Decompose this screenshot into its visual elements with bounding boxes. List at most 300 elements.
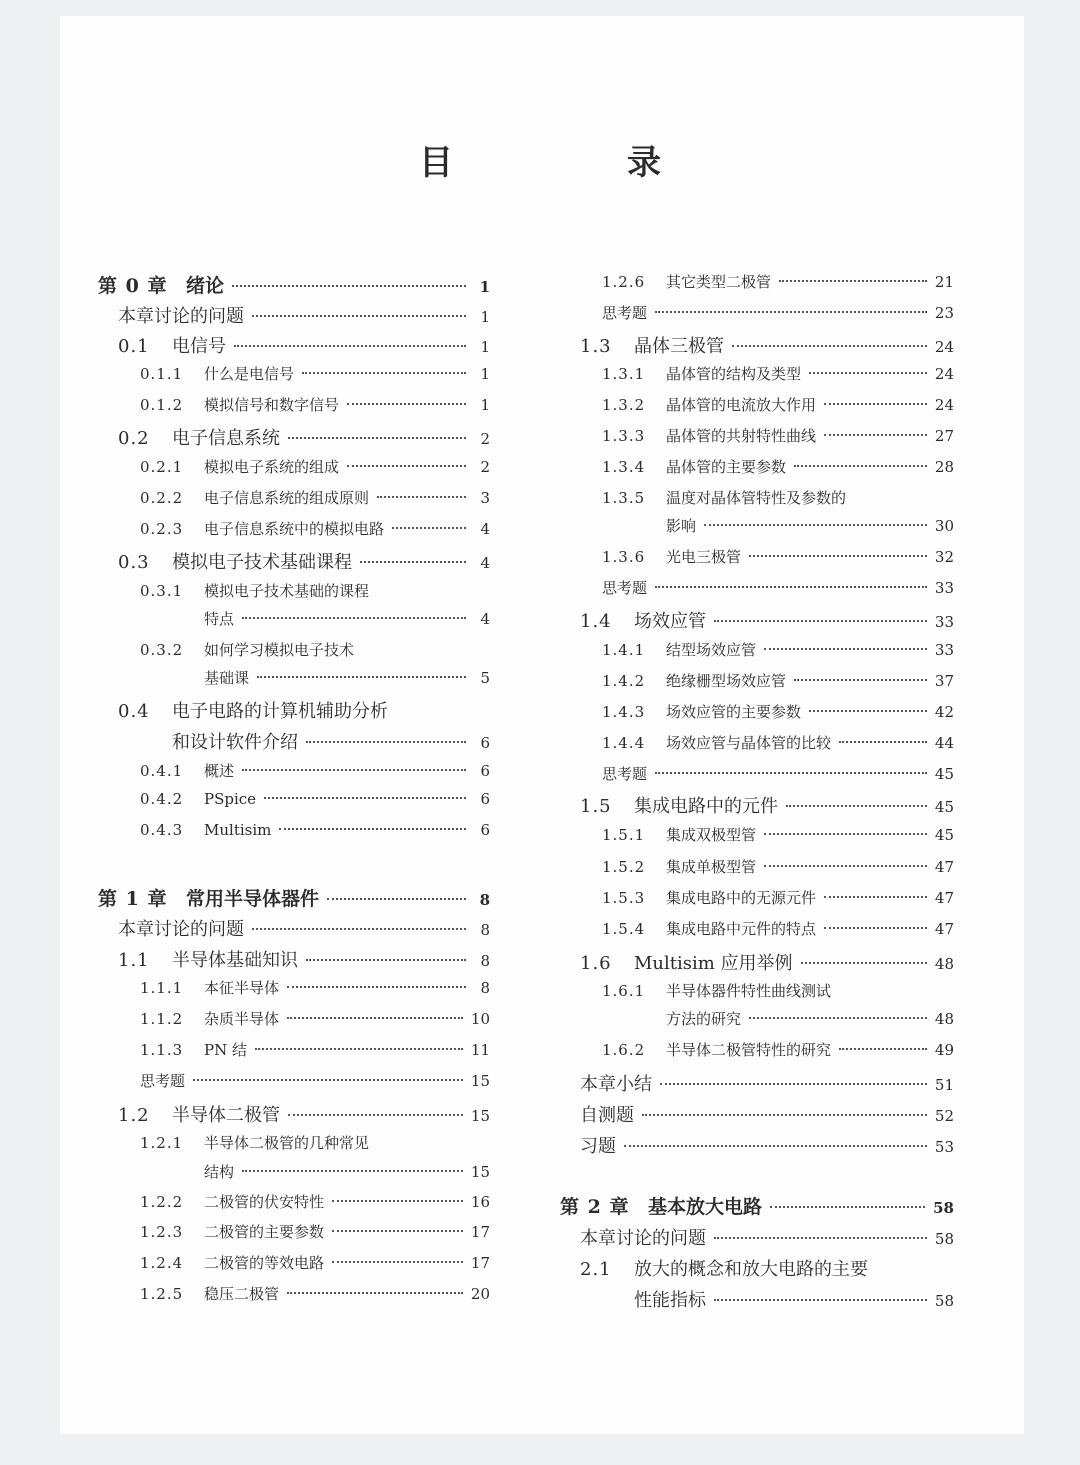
toc-entry-page: 32 — [934, 548, 954, 566]
toc-entry-number: 1.5.2 — [602, 858, 646, 876]
toc-entry-title: 和设计软件介绍 — [172, 732, 298, 753]
dot-leader — [242, 769, 466, 771]
toc-entry[interactable] — [580, 1224, 954, 1250]
toc-entry-title: 光电三极管 — [666, 548, 742, 566]
toc-entry-page: 11 — [470, 1041, 490, 1059]
toc-entry[interactable] — [602, 856, 954, 877]
toc-entry-title: 二极管的主要参数 — [204, 1223, 325, 1241]
toc-entry-title: PSpice — [204, 790, 257, 808]
dot-leader — [714, 1237, 927, 1239]
page-title: 目 录 — [419, 143, 731, 183]
toc-entry-page: 6 — [480, 734, 490, 752]
toc-entry[interactable] — [118, 424, 490, 450]
dot-leader — [306, 959, 466, 961]
toc-entry[interactable] — [602, 824, 954, 845]
toc-entry-number: 1.2.1 — [140, 1134, 184, 1152]
toc-entry-title: 本章讨论的问题 — [118, 919, 244, 940]
toc-entry-page: 37 — [934, 672, 954, 690]
toc-entry-number: 1.3.6 — [602, 548, 646, 566]
toc-entry[interactable] — [580, 607, 954, 633]
toc-entry[interactable] — [140, 580, 490, 601]
toc-entry-number: 0.1 — [118, 336, 150, 357]
dot-leader — [655, 772, 927, 774]
toc-entry-title: 集成双极型管 — [666, 826, 757, 844]
toc-entry[interactable] — [140, 1008, 490, 1029]
toc-entry[interactable] — [666, 515, 954, 536]
toc-entry-title: 基础课 — [204, 669, 250, 687]
dot-leader — [257, 676, 466, 678]
dot-leader — [332, 1200, 463, 1202]
dot-leader — [764, 648, 927, 650]
dot-leader — [624, 1145, 927, 1147]
toc-entry-number: 1.2.6 — [602, 273, 646, 291]
toc-entry-title: 模拟电子系统的组成 — [204, 458, 340, 476]
toc-entry[interactable] — [602, 456, 954, 477]
toc-entry-number: 1.3.5 — [602, 489, 646, 507]
toc-entry-title: 思考题 — [602, 304, 648, 322]
toc-entry-title: 性能指标 — [634, 1290, 706, 1311]
dot-leader — [809, 710, 927, 712]
toc-entry[interactable] — [118, 332, 490, 358]
dot-leader — [786, 805, 927, 807]
dot-leader — [288, 437, 466, 439]
toc-entry-title: 常用半导体器件 — [186, 888, 320, 910]
toc-entry[interactable] — [140, 821, 490, 839]
toc-entry[interactable] — [140, 1039, 490, 1060]
toc-entry-number: 0.4 — [118, 701, 150, 722]
toc-entry[interactable] — [98, 884, 490, 911]
toc-entry[interactable] — [602, 980, 954, 1001]
toc-entry-page: 4 — [480, 610, 490, 628]
toc-entry-number: 0.4.3 — [140, 821, 184, 839]
toc-entry-number: 0.1.1 — [140, 365, 184, 383]
dot-leader — [714, 620, 927, 622]
toc-entry[interactable] — [580, 949, 954, 975]
toc-entry-number: 1.1 — [118, 950, 150, 971]
toc-entry-page: 21 — [934, 273, 954, 291]
toc-entry-page: 15 — [470, 1107, 490, 1125]
toc-entry[interactable] — [118, 548, 490, 574]
toc-entry[interactable] — [140, 1252, 490, 1273]
toc-entry-page: 1 — [480, 396, 490, 414]
toc-entry-page: 8 — [480, 921, 490, 939]
toc-entry-number: 1.3.4 — [602, 458, 646, 476]
toc-entry-title: 电子信息系统中的模拟电路 — [204, 520, 385, 538]
toc-entry-number: 1.5 — [580, 796, 612, 817]
toc-entry-page: 4 — [480, 520, 490, 538]
toc-entry-title: 晶体管的主要参数 — [666, 458, 787, 476]
toc-entry[interactable] — [602, 918, 954, 939]
toc-entry[interactable] — [140, 760, 490, 781]
toc-entry-page: 44 — [934, 734, 954, 752]
toc-entry-number: 1.5.4 — [602, 920, 646, 938]
toc-entry[interactable] — [602, 271, 954, 292]
toc-entry-page: 15 — [470, 1072, 490, 1090]
toc-entry-title: 基本放大电路 — [648, 1196, 763, 1218]
toc-entry-number: 1.1.2 — [140, 1010, 184, 1028]
toc-entry[interactable] — [118, 697, 490, 723]
toc-entry-title: 模拟电子技术基础的课程 — [204, 582, 370, 600]
toc-entry-title: 结型场效应管 — [666, 641, 757, 659]
dot-leader — [764, 833, 927, 835]
toc-entry-page: 17 — [470, 1254, 490, 1272]
toc-entry[interactable] — [602, 701, 954, 722]
dot-leader — [764, 865, 927, 867]
toc-entry[interactable] — [118, 1101, 490, 1127]
toc-entry-page: 8 — [480, 979, 490, 997]
toc-entry[interactable] — [140, 1132, 490, 1153]
toc-entry-page: 42 — [934, 703, 954, 721]
toc-entry[interactable] — [118, 946, 490, 972]
toc-entry[interactable] — [602, 887, 954, 908]
toc-entry-page: 3 — [480, 489, 490, 507]
dot-leader — [287, 1017, 463, 1019]
dot-leader — [642, 1114, 927, 1116]
toc-entry-page: 28 — [934, 458, 954, 476]
toc-entry-page: 51 — [934, 1076, 954, 1094]
toc-entry-title: PN 结 — [204, 1041, 247, 1059]
dot-leader — [732, 345, 927, 347]
toc-entry-page: 47 — [934, 858, 954, 876]
toc-entry-title: 特点 — [204, 610, 235, 628]
dot-leader — [824, 896, 927, 898]
toc-entry-title: 概述 — [204, 762, 235, 780]
toc-entry-title: 电子电路的计算机辅助分析 — [172, 701, 388, 722]
dot-leader — [306, 741, 466, 743]
toc-entry-number: 1.2.2 — [140, 1193, 184, 1211]
toc-entry[interactable] — [580, 1132, 954, 1158]
toc-entry-number: 1.2 — [118, 1105, 150, 1126]
toc-entry-title: 本征半导体 — [204, 979, 280, 997]
toc-entry-title: 温度对晶体管特性及参数的 — [666, 489, 847, 507]
dot-leader — [824, 927, 927, 929]
toc-entry-page: 10 — [470, 1010, 490, 1028]
toc-entry-title: 方法的研究 — [666, 1010, 742, 1028]
toc-entry-number: 0.2 — [118, 428, 150, 449]
toc-entry-title: 杂质半导体 — [204, 1010, 280, 1028]
toc-entry[interactable] — [140, 1221, 490, 1242]
dot-leader — [255, 1048, 463, 1050]
toc-entry-title: 晶体管的电流放大作用 — [666, 396, 817, 414]
toc-entry[interactable] — [118, 915, 490, 941]
toc-entry-title: 电信号 — [172, 336, 226, 357]
dot-leader — [264, 797, 466, 799]
toc-entry-page: 23 — [934, 304, 954, 322]
dot-leader — [287, 1292, 463, 1294]
toc-entry-title: 半导体二极管特性的研究 — [666, 1041, 832, 1059]
dot-leader — [824, 403, 927, 405]
toc-entry-page: 1 — [480, 308, 490, 326]
toc-entry[interactable] — [602, 577, 954, 598]
toc-entry[interactable] — [602, 425, 954, 446]
dot-leader — [655, 311, 927, 313]
dot-leader — [360, 561, 466, 563]
toc-entry[interactable] — [602, 394, 954, 415]
toc-entry-title: 习题 — [580, 1136, 616, 1157]
toc-entry-page: 2 — [480, 430, 490, 448]
toc-entry-number: 1.1.3 — [140, 1041, 184, 1059]
toc-entry-number: 0.3 — [118, 552, 150, 573]
dot-leader — [288, 1114, 463, 1116]
toc-entry-page: 6 — [480, 762, 490, 780]
toc-entry-page: 47 — [934, 889, 954, 907]
dot-leader — [279, 828, 466, 830]
dot-leader — [655, 586, 927, 588]
toc-entry-title: 场效应管的主要参数 — [666, 703, 802, 721]
toc-entry[interactable] — [98, 271, 490, 298]
toc-entry-number: 1.4.1 — [602, 641, 646, 659]
dot-leader — [242, 617, 466, 619]
toc-entry[interactable] — [204, 1161, 490, 1182]
toc-entry-number: 1.2.3 — [140, 1223, 184, 1241]
dot-leader — [704, 524, 927, 526]
toc-entry-page: 2 — [480, 458, 490, 476]
dot-leader — [347, 403, 466, 405]
toc-entry-number: 1.3.1 — [602, 365, 646, 383]
toc-entry-title: 思考题 — [602, 579, 648, 597]
toc-entry[interactable] — [602, 670, 954, 691]
toc-entry-page: 45 — [934, 765, 954, 783]
toc-entry-number: 1.4.2 — [602, 672, 646, 690]
toc-entry-title: 晶体三极管 — [634, 336, 724, 357]
toc-entry-number: 1.4.3 — [602, 703, 646, 721]
dot-leader — [232, 285, 466, 287]
dot-leader — [234, 345, 466, 347]
toc-entry-number: 0.4.1 — [140, 762, 184, 780]
toc-entry-number: 1.2.5 — [140, 1285, 184, 1303]
toc-entry-number: 1.6.1 — [602, 982, 646, 1000]
toc-entry-title: 模拟电子技术基础课程 — [172, 552, 352, 573]
toc-entry-title: 二极管的等效电路 — [204, 1254, 325, 1272]
toc-entry-number: 1.2.4 — [140, 1254, 184, 1272]
toc-entry-page: 49 — [934, 1041, 954, 1059]
toc-entry-page: 4 — [480, 554, 490, 572]
toc-entry[interactable] — [140, 1070, 490, 1091]
toc-entry-title: 自测题 — [580, 1105, 634, 1126]
toc-entry[interactable] — [140, 363, 490, 384]
toc-entry-number: 1.3 — [580, 336, 612, 357]
toc-entry-number: 0.3.1 — [140, 582, 184, 600]
dot-leader — [779, 280, 927, 282]
toc-entry-title: 本章讨论的问题 — [580, 1228, 706, 1249]
toc-entry-page: 16 — [470, 1193, 490, 1211]
toc-entry[interactable] — [602, 732, 954, 753]
toc-entry[interactable] — [580, 332, 954, 358]
dot-leader — [193, 1079, 463, 1081]
dot-leader — [252, 315, 466, 317]
toc-entry-page: 24 — [934, 338, 954, 356]
toc-entry[interactable] — [580, 1255, 954, 1281]
toc-entry-title: Multisim 应用举例 — [634, 953, 793, 974]
toc-entry-title: 影响 — [666, 517, 697, 535]
dot-leader — [332, 1230, 463, 1232]
toc-entry-page: 33 — [934, 613, 954, 631]
toc-entry[interactable] — [602, 1039, 954, 1060]
toc-entry-number: 1.4 — [580, 611, 612, 632]
dot-leader — [749, 555, 927, 557]
toc-entry-page: 58 — [934, 1230, 954, 1248]
toc-entry-page: 53 — [934, 1138, 954, 1156]
toc-entry-number: 2.1 — [580, 1259, 612, 1280]
toc-entry-title: 晶体管的结构及类型 — [666, 365, 802, 383]
toc-entry-title: 电子信息系统的组成原则 — [204, 489, 370, 507]
toc-entry-number: 1.4.4 — [602, 734, 646, 752]
toc-entry-title: 绪论 — [186, 275, 225, 297]
dot-leader — [327, 898, 466, 900]
toc-entry-title: 集成电路中的无源元件 — [666, 889, 817, 907]
toc-entry-title: 集成电路中元件的特点 — [666, 920, 817, 938]
toc-entry-number: 第 1 章 — [98, 888, 168, 910]
toc-entry-page: 6 — [480, 790, 490, 808]
toc-entry-page: 17 — [470, 1223, 490, 1241]
dot-leader — [302, 372, 466, 374]
toc-entry-title: 模拟信号和数字信号 — [204, 396, 340, 414]
toc-entry-number: 0.1.2 — [140, 396, 184, 414]
toc-entry-page: 58 — [934, 1292, 954, 1310]
dot-leader — [770, 1206, 925, 1208]
toc-entry-title: 思考题 — [602, 765, 648, 783]
toc-entry[interactable] — [204, 667, 490, 688]
toc-entry-title: 集成单极型管 — [666, 858, 757, 876]
toc-entry-title: 其它类型二极管 — [666, 273, 772, 291]
toc-entry-title: 绝缘栅型场效应管 — [666, 672, 787, 690]
toc-entry-page: 8 — [479, 891, 490, 909]
toc-entry[interactable] — [118, 302, 490, 328]
toc-entry-page: 48 — [934, 955, 954, 973]
toc-entry-title: 放大的概念和放大电路的主要 — [634, 1259, 868, 1280]
toc-entry-page: 48 — [934, 1010, 954, 1028]
toc-entry-page: 24 — [934, 365, 954, 383]
toc-entry-page: 27 — [934, 427, 954, 445]
dot-leader — [714, 1299, 927, 1301]
dot-leader — [392, 527, 466, 529]
toc-entry-page: 45 — [934, 798, 954, 816]
toc-entry[interactable] — [172, 728, 490, 754]
toc-entry-title: 场效应管 — [634, 611, 706, 632]
dot-leader — [287, 986, 466, 988]
toc-entry-page: 33 — [934, 641, 954, 659]
toc-entry-page: 33 — [934, 579, 954, 597]
toc-entry-number: 0.3.2 — [140, 641, 184, 659]
toc-entry-title: 思考题 — [140, 1072, 186, 1090]
dot-leader — [801, 962, 927, 964]
toc-entry-page: 8 — [480, 952, 490, 970]
toc-entry[interactable] — [666, 1008, 954, 1029]
dot-leader — [749, 1017, 927, 1019]
toc-entry[interactable] — [140, 1283, 490, 1304]
toc-entry-number: 1.5.3 — [602, 889, 646, 907]
toc-entry-title: 集成电路中的元件 — [634, 796, 778, 817]
toc-entry[interactable] — [602, 639, 954, 660]
toc-entry-title: 本章小结 — [580, 1074, 652, 1095]
toc-entry[interactable] — [602, 363, 954, 384]
toc-entry-number: 0.2.3 — [140, 520, 184, 538]
toc-entry-number: 第 0 章 — [98, 275, 168, 297]
toc-entry[interactable] — [140, 639, 490, 660]
toc-entry-page: 15 — [470, 1163, 490, 1181]
toc-entry-number: 1.3.2 — [602, 396, 646, 414]
toc-entry[interactable] — [580, 1101, 954, 1127]
toc-entry[interactable] — [140, 487, 490, 508]
toc-entry[interactable] — [602, 487, 954, 508]
toc-entry-number: 1.1.1 — [140, 979, 184, 997]
toc-entry-page: 5 — [480, 669, 490, 687]
dot-leader — [332, 1261, 463, 1263]
toc-entry-title: 稳压二极管 — [204, 1285, 280, 1303]
toc-entry-title: Multisim — [204, 821, 272, 839]
toc-entry-title: 晶体管的共射特性曲线 — [666, 427, 817, 445]
toc-entry-number: 1.5.1 — [602, 826, 646, 844]
dot-leader — [660, 1083, 927, 1085]
toc-entry[interactable] — [580, 1070, 954, 1096]
toc-entry[interactable] — [602, 302, 954, 323]
toc-entry-title: 如何学习模拟电子技术 — [204, 641, 355, 659]
toc-entry-page: 24 — [934, 396, 954, 414]
dot-leader — [839, 741, 927, 743]
toc-entry-title: 半导体基础知识 — [172, 950, 298, 971]
toc-entry-page: 58 — [933, 1199, 954, 1217]
toc-entry-page: 30 — [934, 517, 954, 535]
toc-entry-title: 场效应管与晶体管的比较 — [666, 734, 832, 752]
dot-leader — [809, 372, 927, 374]
toc-entry[interactable] — [140, 790, 490, 808]
toc-entry[interactable] — [140, 456, 490, 477]
toc-entry-number: 1.6.2 — [602, 1041, 646, 1059]
toc-entry-title: 半导体二极管的几种常见 — [204, 1134, 370, 1152]
toc-entry-title: 二极管的伏安特性 — [204, 1193, 325, 1211]
toc-entry[interactable] — [602, 546, 954, 567]
dot-leader — [252, 928, 466, 930]
toc-entry-page: 20 — [470, 1285, 490, 1303]
toc-entry[interactable] — [602, 763, 954, 784]
toc-entry-page: 1 — [479, 278, 490, 296]
toc-entry-number: 第 2 章 — [560, 1196, 630, 1218]
toc-entry-title: 什么是电信号 — [204, 365, 295, 383]
dot-leader — [794, 465, 927, 467]
toc-entry-title: 半导体二极管 — [172, 1105, 280, 1126]
toc-entry[interactable] — [140, 394, 490, 415]
toc-entry[interactable] — [140, 977, 490, 998]
toc-entry[interactable] — [204, 608, 490, 629]
toc-entry-page: 1 — [480, 338, 490, 356]
toc-entry-title: 半导体器件特性曲线测试 — [666, 982, 832, 1000]
toc-entry-page: 1 — [480, 365, 490, 383]
dot-leader — [242, 1170, 463, 1172]
toc-entry-number: 0.2.2 — [140, 489, 184, 507]
dot-leader — [377, 496, 466, 498]
toc-entry-number: 1.6 — [580, 953, 612, 974]
toc-entry-page: 6 — [480, 821, 490, 839]
toc-entry[interactable] — [140, 1191, 490, 1212]
toc-entry-title: 电子信息系统 — [172, 428, 280, 449]
dot-leader — [794, 679, 927, 681]
toc-entry[interactable] — [634, 1286, 954, 1312]
toc-entry-page: 45 — [934, 826, 954, 844]
toc-entry-page: 52 — [934, 1107, 954, 1125]
toc-entry[interactable] — [140, 518, 490, 539]
toc-entry[interactable] — [560, 1192, 954, 1219]
dot-leader — [347, 465, 466, 467]
toc-entry-title: 本章讨论的问题 — [118, 306, 244, 327]
toc-entry-number: 0.4.2 — [140, 790, 184, 808]
toc-entry-number: 1.3.3 — [602, 427, 646, 445]
toc-entry-page: 47 — [934, 920, 954, 938]
toc-entry-number: 0.2.1 — [140, 458, 184, 476]
toc-entry[interactable] — [580, 792, 954, 818]
dot-leader — [839, 1048, 927, 1050]
toc-entry-title: 结构 — [204, 1163, 235, 1181]
dot-leader — [824, 434, 927, 436]
